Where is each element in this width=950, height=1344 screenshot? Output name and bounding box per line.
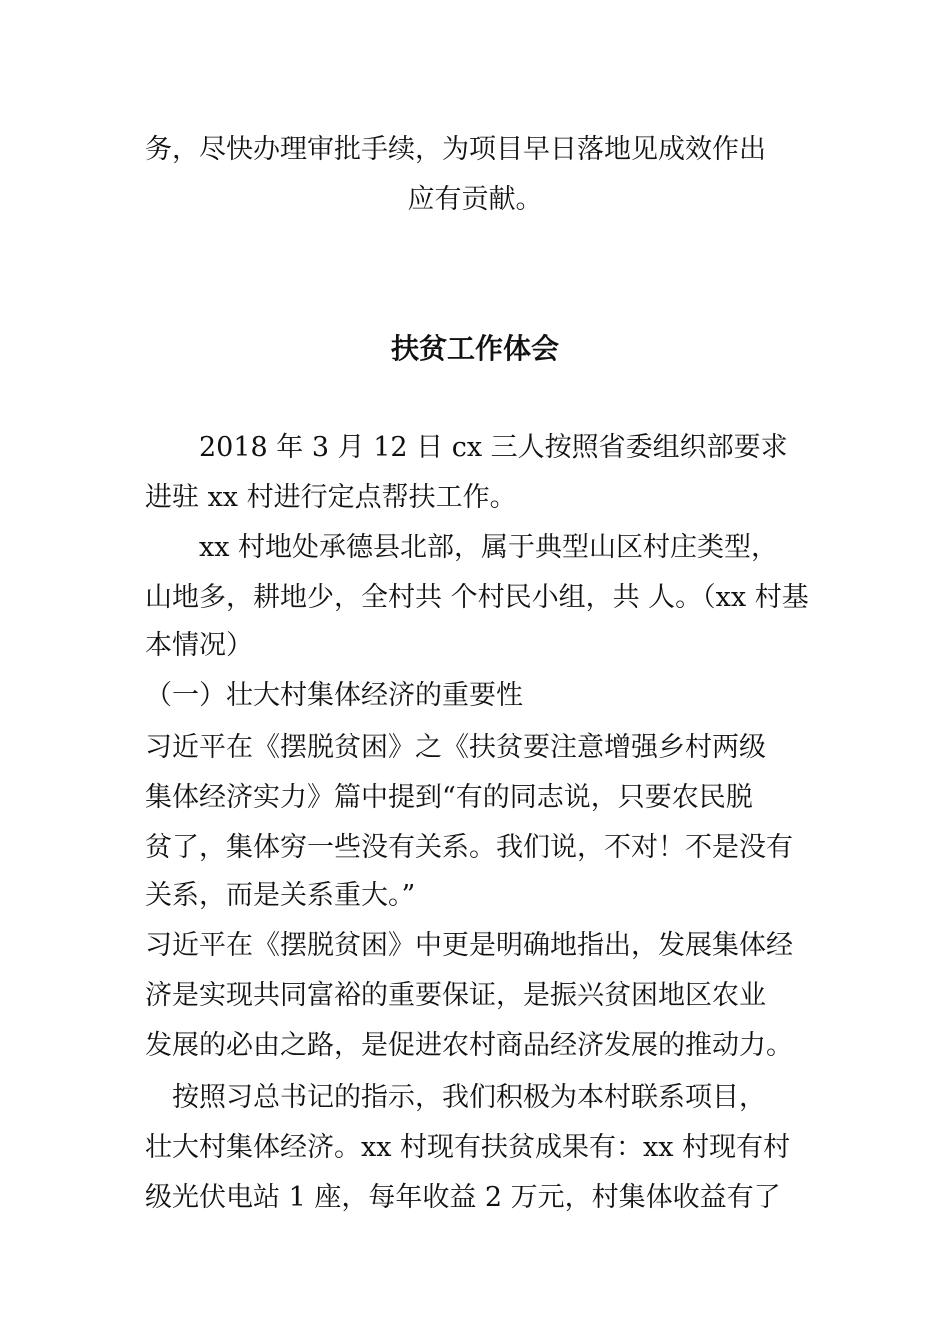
body-line-9: 贫了，集体穷一些没有关系。我们说，不对！不是没有 (145, 832, 793, 863)
body-line-4: 山地多，耕地少，全村共 个村民小组，共 人。（xx 村基 (145, 582, 809, 613)
body-line-10: 关系，而是关系重大。” (145, 880, 416, 911)
body-line-11: 习近平在《摆脱贫困》中更是明确地指出，发展集体经 (145, 930, 793, 961)
body-line-1: 2018 年 3 月 12 日 cx 三人按照省委组织部要求 (145, 432, 788, 463)
body-line-3: xx 村地处承德县北部，属于典型山区村庄类型， (145, 532, 779, 563)
body-line-8: 集体经济实力》篇中提到“有的同志说，只要农民脱 (145, 782, 753, 813)
body-line-15: 壮大村集体经济。xx 村现有扶贫成果有：xx 村现有村 (145, 1132, 791, 1163)
body-line-16: 级光伏电站 1 座，每年收益 2 万元，村集体收益有了 (145, 1182, 781, 1213)
body-line-2: 进驻 xx 村进行定点帮扶工作。 (145, 482, 517, 513)
body-line-14: 按照习总书记的指示，我们积极为本村联系项目， (145, 1082, 766, 1113)
body-line-5: 本情况） (145, 630, 253, 661)
body-line-12: 济是实现共同富裕的重要保证，是振兴贫困地区农业 (145, 980, 766, 1011)
body-line-7: 习近平在《摆脱贫困》之《扶贫要注意增强乡村两级 (145, 732, 766, 763)
continuation-line-2: 应有贡献。 (407, 184, 543, 215)
page-title: 扶贫工作体会 (390, 332, 559, 365)
continuation-line-1: 务，尽快办理审批手续，为项目早日落地见成效作出 (145, 134, 766, 165)
body-line-13: 发展的必由之路，是促进农村商品经济发展的推动力。 (145, 1030, 793, 1061)
section-heading: （一）壮大村集体经济的重要性 (145, 680, 523, 711)
